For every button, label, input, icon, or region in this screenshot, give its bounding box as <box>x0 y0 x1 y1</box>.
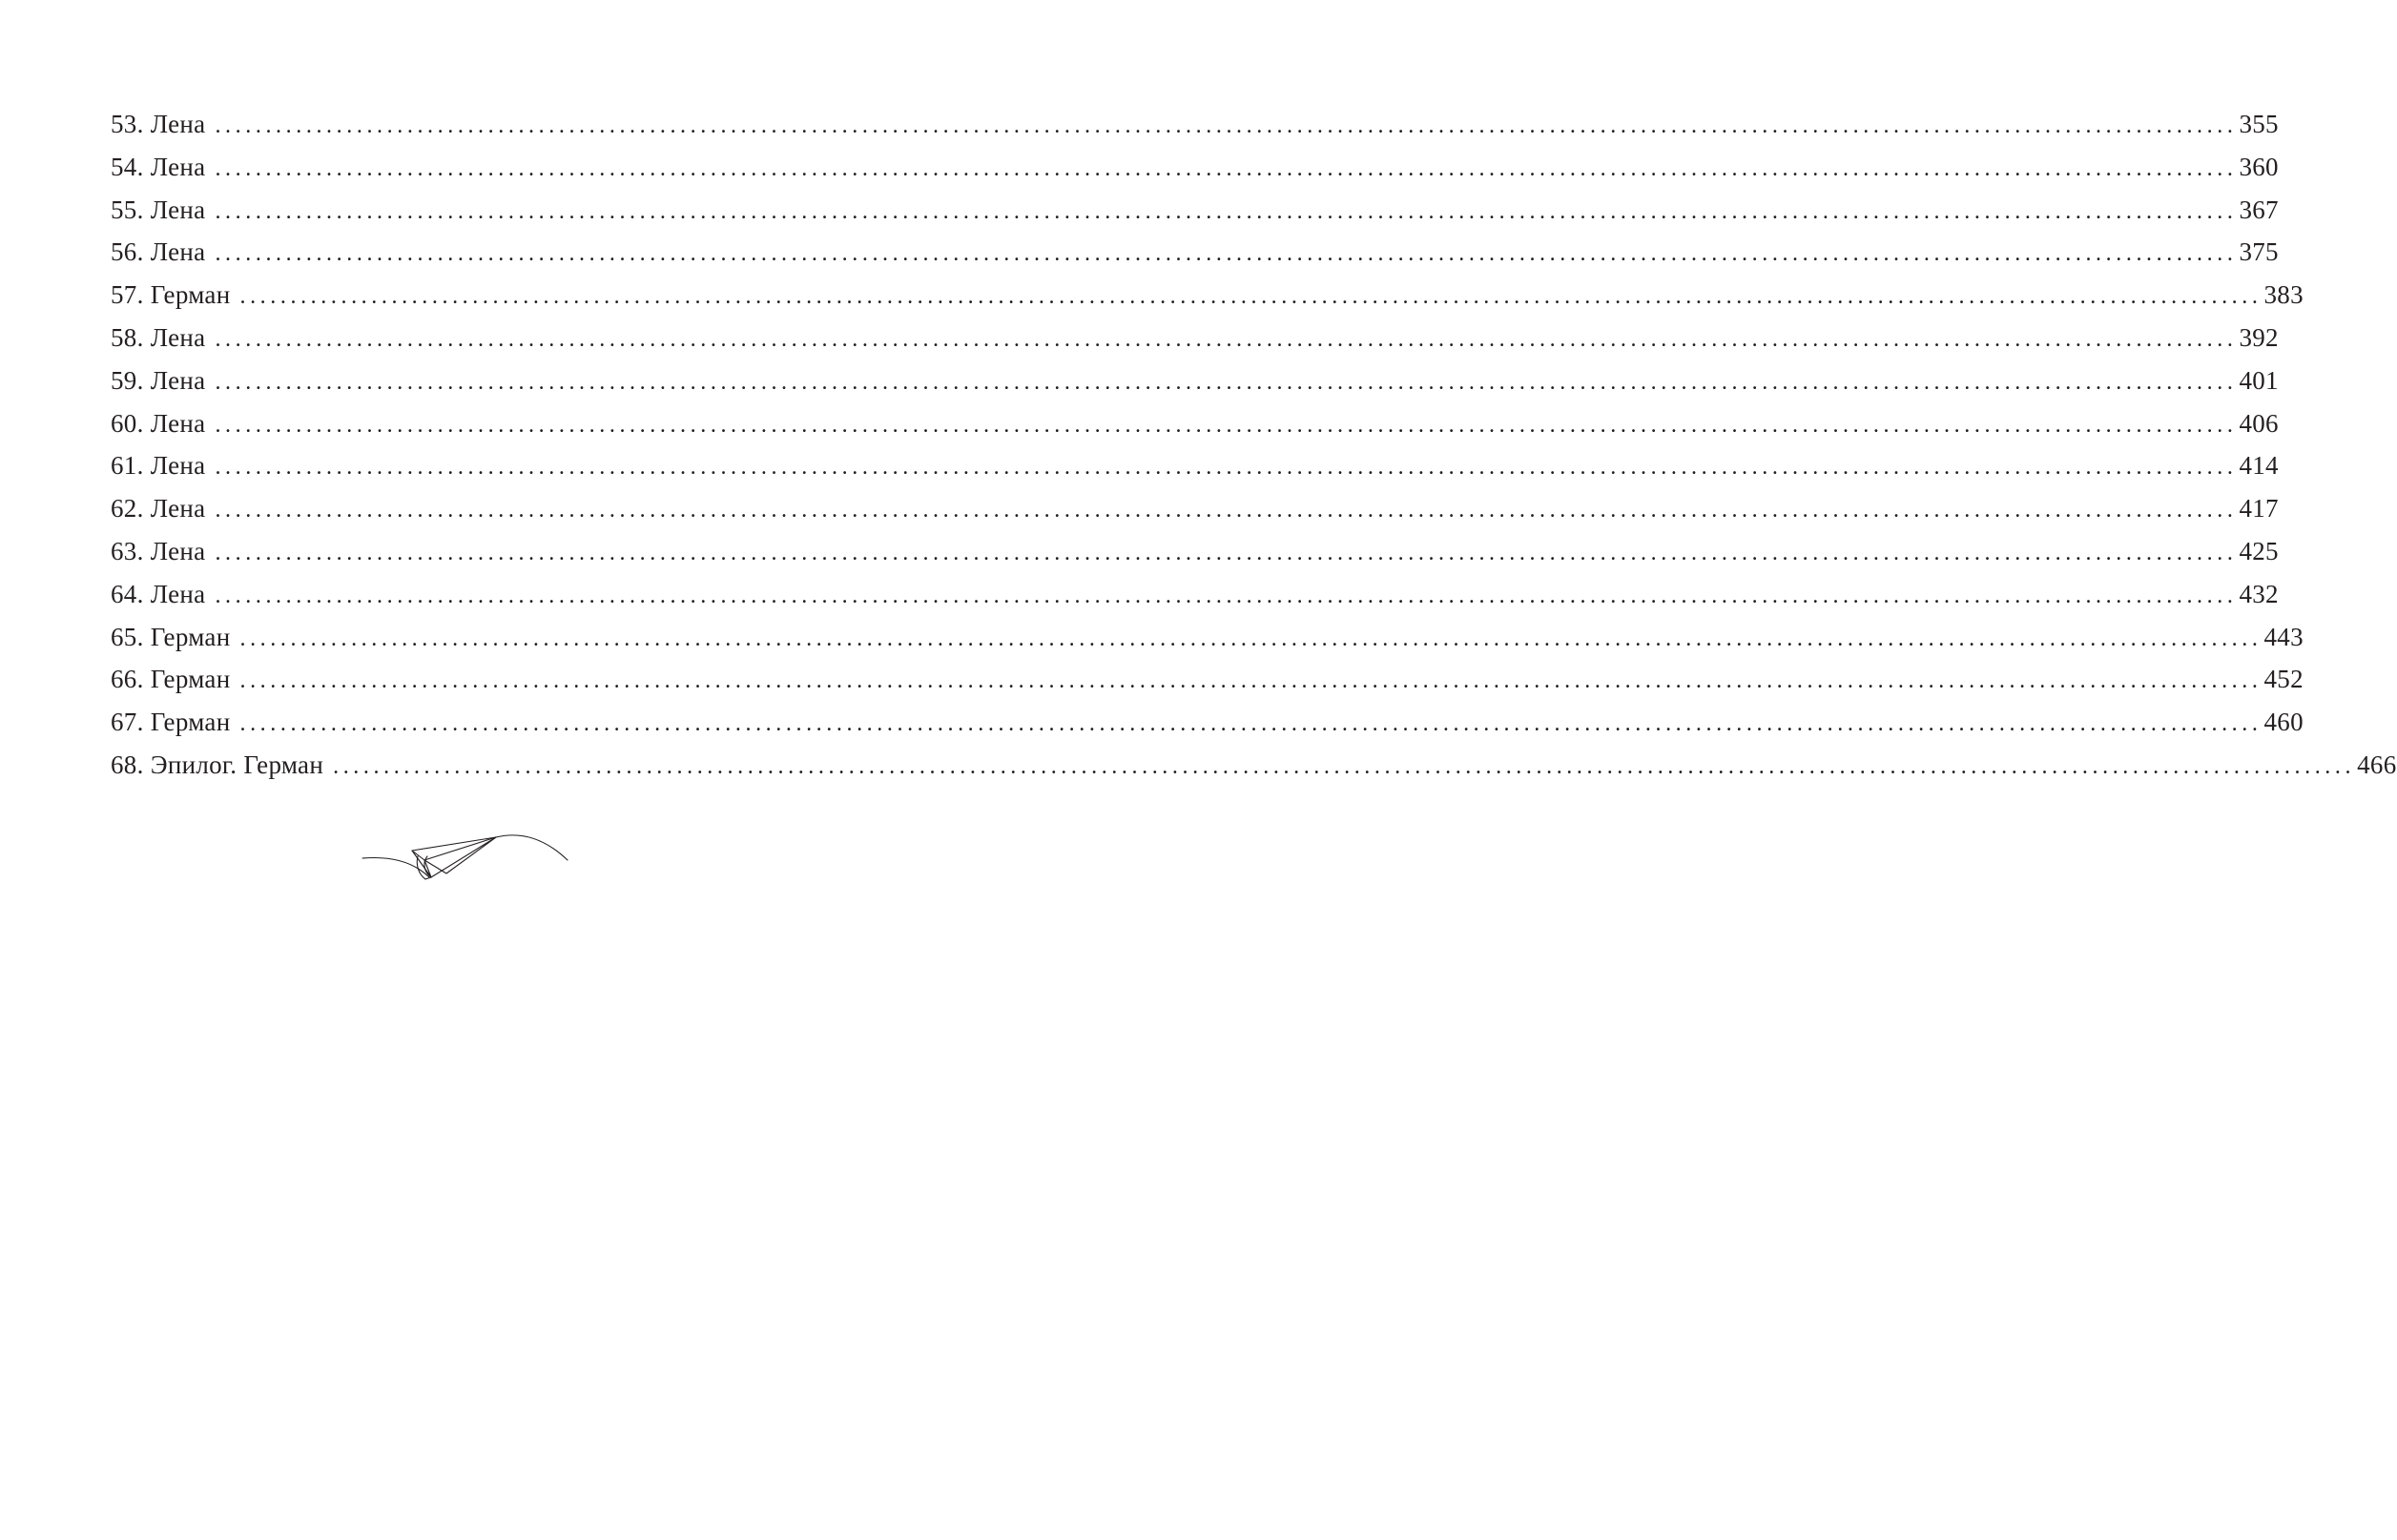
toc-entry-page: 392 <box>2239 322 2279 352</box>
toc-entry-title: 64. Лена <box>111 579 206 608</box>
toc-entry-title: 65. Герман <box>111 622 231 651</box>
toc-entry-title: 53. Лена <box>111 110 206 138</box>
toc-entry[interactable] <box>111 195 2279 238</box>
toc-entry-title: 62. Лена <box>111 494 206 524</box>
toc-entry-page: 460 <box>2263 708 2304 737</box>
toc-entry[interactable] <box>111 451 2279 494</box>
dot-leader: ........................................................................................................................................................................................................ <box>215 113 2238 138</box>
toc-entry-page: 443 <box>2263 622 2304 651</box>
toc-entry-title: 59. Лена <box>111 365 206 395</box>
toc-entry-title: 61. Лена <box>111 451 206 481</box>
toc-entry[interactable] <box>111 749 2397 793</box>
toc-entry-title: 68. Эпилог. Герман <box>111 749 324 779</box>
toc-entry[interactable] <box>111 110 2279 153</box>
dot-leader: ........................................................................................................................................................................................................ <box>239 668 2263 694</box>
toc-entry[interactable] <box>111 665 2304 708</box>
dot-leader: ........................................................................................................................................................................................................ <box>215 583 2238 608</box>
toc-entry[interactable] <box>111 579 2279 623</box>
toc-entry-title: 55. Лена <box>111 195 206 224</box>
toc-entry[interactable] <box>111 536 2279 580</box>
toc-entry-page: 414 <box>2239 451 2279 481</box>
dot-leader: ........................................................................................................................................................................................................ <box>215 498 2238 524</box>
dot-leader: ........................................................................................................................................................................................................ <box>215 455 2238 481</box>
toc-entry-title: 54. Лена <box>111 152 206 181</box>
dot-leader: ........................................................................................................................................................................................................ <box>239 626 2263 651</box>
toc-entry-title: 57. Герман <box>111 280 231 310</box>
toc-entry-title: 66. Герман <box>111 665 231 694</box>
toc-entry-title: 63. Лена <box>111 536 206 565</box>
toc-entry[interactable] <box>111 494 2279 537</box>
dot-leader: ........................................................................................................................................................................................................ <box>215 198 2238 224</box>
toc-entry[interactable] <box>111 322 2279 366</box>
dot-leader: ........................................................................................................................................................................................................ <box>215 155 2238 181</box>
dot-leader: ........................................................................................................................................................................................................ <box>239 284 2263 310</box>
toc-entry-page: 375 <box>2239 237 2279 267</box>
toc-entry[interactable] <box>111 152 2279 195</box>
dot-leader: ........................................................................................................................................................................................................ <box>215 412 2238 438</box>
toc-entry-page: 452 <box>2263 665 2304 694</box>
toc-entry-title: 56. Лена <box>111 237 206 267</box>
toc-entry-page: 360 <box>2239 152 2279 181</box>
toc-entry-page: 355 <box>2239 110 2279 138</box>
dot-leader: ........................................................................................................................................................................................................ <box>333 753 2356 779</box>
toc-entry-title: 58. Лена <box>111 322 206 352</box>
table-of-contents <box>111 110 2397 793</box>
toc-entry-page: 401 <box>2239 365 2279 395</box>
toc-entry-page: 417 <box>2239 494 2279 524</box>
dot-leader: ........................................................................................................................................................................................................ <box>215 241 2238 267</box>
dot-leader: ........................................................................................................................................................................................................ <box>215 540 2238 565</box>
toc-entry-page: 406 <box>2239 408 2279 438</box>
toc-entry-title: 67. Герман <box>111 708 231 737</box>
toc-entry[interactable] <box>111 408 2279 452</box>
toc-entry[interactable] <box>111 365 2279 409</box>
toc-entry[interactable] <box>111 280 2304 323</box>
toc-entry-page: 425 <box>2239 536 2279 565</box>
toc-entry[interactable] <box>111 237 2279 280</box>
paper-airplane-icon <box>362 828 572 894</box>
dot-leader: ........................................................................................................................................................................................................ <box>215 326 2238 352</box>
toc-entry-page: 432 <box>2239 579 2279 608</box>
toc-entry-page: 383 <box>2263 280 2304 310</box>
toc-entry[interactable] <box>111 622 2304 666</box>
dot-leader: ........................................................................................................................................................................................................ <box>239 711 2263 737</box>
toc-entry-page: 466 <box>2357 749 2397 779</box>
dot-leader: ........................................................................................................................................................................................................ <box>215 369 2238 395</box>
toc-entry-title: 60. Лена <box>111 408 206 438</box>
toc-entry[interactable] <box>111 708 2304 750</box>
toc-entry-page: 367 <box>2239 195 2279 224</box>
